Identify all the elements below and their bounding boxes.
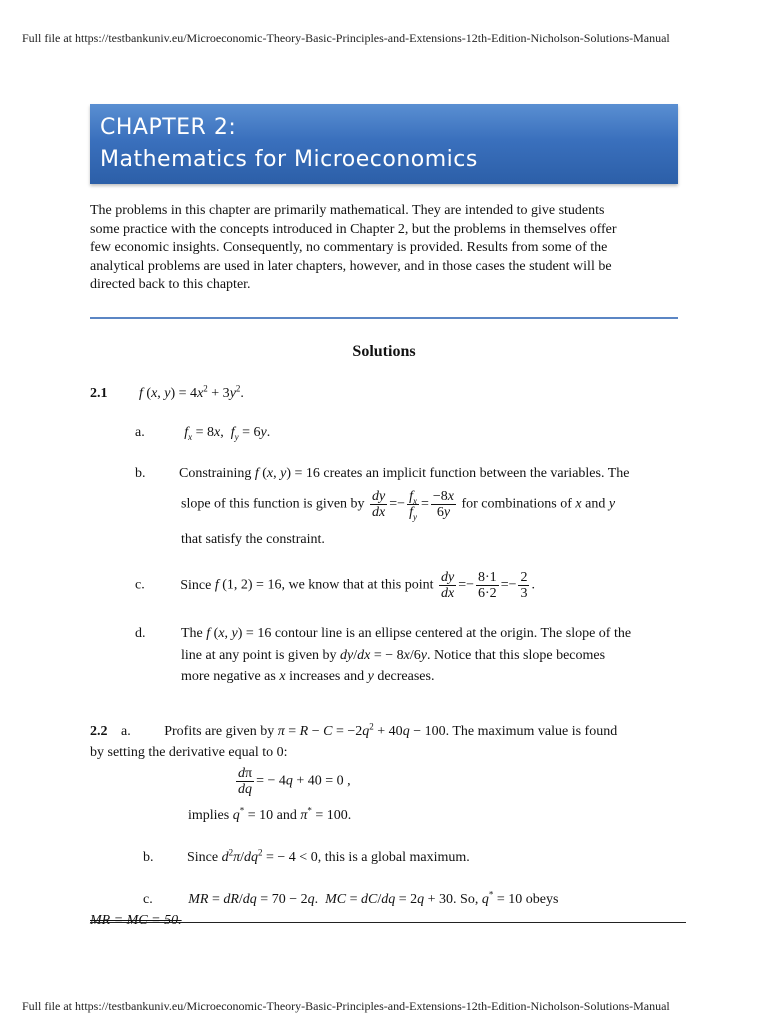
- intro-line: The problems in this chapter are primarily mathematical. They are intended to give students: [90, 203, 605, 218]
- text: contour line is an ellipse centered at the origin. The slope of the: [274, 626, 632, 641]
- problem-2-1-b-line3: that satisfy the constraint.: [181, 532, 325, 547]
- solutions-heading: Solutions: [352, 343, 416, 360]
- section-divider: [90, 317, 678, 319]
- text: slope of this function is given by: [181, 496, 365, 512]
- partial-fraction: $\frac{f_x}{f_y}$: [409, 489, 417, 522]
- slope-fraction: $\frac{dy}{dx}$: [372, 489, 386, 520]
- text: decreases.: [377, 669, 435, 684]
- text: this is a global maximum.: [324, 850, 470, 865]
- problem-2-1-d-line3: more negative as x increases and y decreases.: [181, 669, 435, 684]
- problem-2-1-d-line1: d. The f (x, y) = 16 contour line is an ellipse centered at the origin. The slope of the: [135, 626, 632, 641]
- part-label: c.: [143, 892, 153, 907]
- problem-2-2-b: b. Since $d^2\pi/dq^2$ = − 4 < 0, this is a global maximum.: [143, 847, 470, 865]
- text: So,: [460, 892, 479, 907]
- problem-2-1-b-line1: b. Constraining f (x, y) = 16 creates an implicit function between the variables. The: [135, 466, 630, 481]
- intro-line: few economic insights. Consequently, no commentary is provided. Results from some of the: [90, 240, 608, 255]
- problem-2-1-statement: 2.1 f (x, $y) = 4x^2 + 3y^2$.: [90, 383, 244, 401]
- text: The: [181, 626, 203, 641]
- chapter-title: Mathematics for Microeconomics: [100, 147, 478, 172]
- text: obeys: [525, 892, 559, 907]
- part-label: d.: [135, 626, 146, 641]
- text: Profits are given by: [164, 724, 275, 739]
- chapter-number: CHAPTER 2:: [100, 115, 237, 140]
- part-label: b.: [135, 466, 146, 481]
- chapter-banner: [90, 104, 678, 184]
- text: . Notice that this slope becomes: [426, 648, 606, 663]
- text: Since: [187, 850, 219, 865]
- problem-2-1-a: a. $f_x = 8x$, $f_y = 6y$.: [135, 425, 271, 442]
- text: and: [585, 496, 606, 512]
- intro-line: directed back to this chapter.: [90, 277, 251, 292]
- part-label: a.: [135, 425, 145, 440]
- intro-paragraph: [90, 202, 678, 295]
- intro-line: some practice with the concepts introduced in Chapter 2, but the problems in themselves offer: [90, 221, 617, 237]
- text: Since: [180, 577, 212, 593]
- text: , we know that at this point: [281, 577, 434, 593]
- equation: f: [139, 386, 143, 401]
- numeric-fraction: $\frac{8\cdot 1}{6\cdot 2}$: [478, 570, 497, 601]
- part-label: c.: [135, 577, 145, 593]
- page-bottom-rule: [90, 922, 686, 923]
- text: creates an implicit function between the variables. The: [323, 466, 630, 481]
- problem-2-1-b-line2: slope of this function is given by $\frac{dy}{dx}$ =− $\frac{f_x}{f_y}$ = $\frac{-8x}{6y}$ for combinations of x and y: [181, 489, 616, 522]
- text: increases and: [289, 669, 365, 684]
- source-url-footer: Full file at https://testbankuniv.eu/Microeconomic-Theory-Basic-Principles-and-Extensions-12th-Edition-Nicholson-Solutions-Manual: [22, 999, 670, 1013]
- cut-off-line: MR = MC = 50.: [90, 913, 182, 928]
- derivative-equation: $\frac{d\pi}{dq}$ = − 4q + 40 = 0 ,: [238, 766, 351, 797]
- problem-number: 2.1: [90, 386, 108, 401]
- problem-2-1-c: c. Since f (1, 2) = 16, we know that at this point $\frac{dy}{dx}$ =− $\frac{8\cdot 1}{6\cdot 2}$ =− $\frac{2}{3}$ .: [135, 570, 535, 601]
- text: and: [276, 808, 297, 823]
- problem-2-2-a-line1: 2.2 a. Profits are given by $\pi = R - C = -2q^2 + 40q - 100$. The maximum value is found: [90, 721, 618, 739]
- problem-2-2-a-line2: by setting the derivative equal to 0:: [90, 745, 288, 760]
- result-fraction: $\frac{2}{3}$: [520, 570, 528, 601]
- implies-line: implies q* = 10 and π* = 100.: [188, 805, 352, 823]
- text: implies: [188, 808, 230, 823]
- part-label: a.: [121, 724, 131, 739]
- problem-2-1-d-line2: line at any point is given by dy/dx = − 8x/6y. Notice that this slope becomes: [181, 648, 606, 663]
- problem-2-2-c: c. MR = dR/dq = 70 − 2q. MC = dC/dq = 2q + 30. So, q* = 10 obeys: [143, 889, 559, 907]
- source-url-header: Full file at https://testbankuniv.eu/Microeconomic-Theory-Basic-Principles-and-Extensions-12th-Edition-Nicholson-Solutions-Manual: [22, 31, 670, 45]
- part-label: b.: [143, 850, 154, 865]
- text: line at any point is given by: [181, 648, 337, 663]
- text: for combinations of: [461, 496, 572, 512]
- text: Constraining: [179, 466, 252, 481]
- value-fraction: $\frac{-8x}{6y}$: [432, 489, 454, 520]
- text: more negative as: [181, 669, 276, 684]
- derivative-fraction: $\frac{d\pi}{dq}$: [238, 766, 253, 797]
- problem-number: 2.2: [90, 724, 108, 739]
- text: . The maximum value is found: [445, 724, 618, 739]
- slope-fraction: $\frac{dy}{dx}$: [441, 570, 455, 601]
- intro-line: analytical problems are used in later chapters, however, and in those cases the student will be: [90, 258, 612, 274]
